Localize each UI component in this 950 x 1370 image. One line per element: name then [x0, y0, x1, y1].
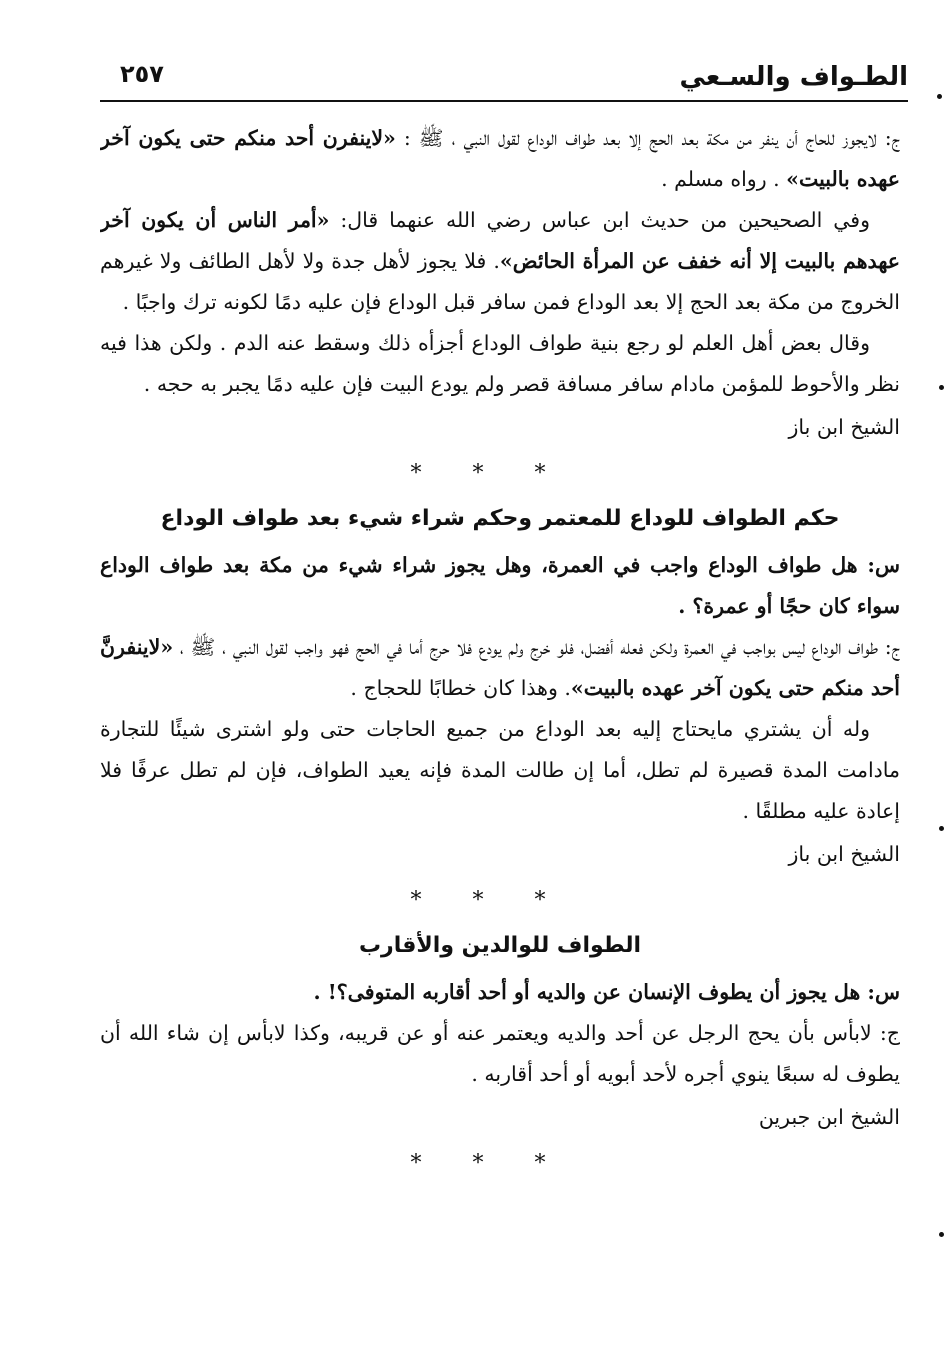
- scholar-signature: الشيخ ابن باز: [788, 842, 900, 866]
- scholar-signature: الشيخ ابن جبرين: [758, 1105, 900, 1129]
- answer-text: ج: لايجوز للحاج أن ينفر من مكة بعد الحج إلا بعد طواف الوداع لقول النبي ، ﷺ :: [395, 126, 900, 150]
- answer-text: ج: طواف الوداع ليس بواجب في العمرة ولكن فعله أفضل، فلو خرج ولم يودع فلا حرج أما في الحج فهو واجب لقول النبي ، ﷺ ،: [173, 635, 900, 659]
- hadith-quote: «لاينفرنَّ أحد منكم حتى يكون آخر عهده بالبيت»: [100, 635, 900, 700]
- body-paragraph: [100, 200, 900, 323]
- running-title: الطـواف والسـعي: [679, 62, 908, 92]
- section-heading: حكم الطواف للوداع للمعتمر وحكم شراء شيء بعد طواف الوداع: [160, 506, 840, 531]
- answer-text-end: . رواه مسلم .: [661, 167, 787, 191]
- margin-speck: [939, 826, 944, 831]
- paragraph-text: وفي الصحيحين من حديث ابن عباس رضي الله عنهما قال:: [329, 208, 870, 232]
- question-paragraph: [100, 972, 900, 1013]
- question-text: س: هل طواف الوداع واجب في العمرة، وهل يجوز شراء شيء من مكة بعد طواف الوداع سواء كان حجًا أو عمرة؟ .: [100, 553, 900, 618]
- answer-text-end: . وهذا كان خطابًا للحجاج .: [350, 676, 571, 700]
- answer-paragraph: [100, 627, 900, 709]
- section-separator: * * *: [410, 461, 568, 486]
- question-text: س: هل يجوز أن يطوف الإنسان عن والديه أو أحد أقاربه المتوفى؟! .: [313, 980, 900, 1004]
- answer-paragraph: [100, 118, 900, 200]
- section-separator: * * *: [410, 1151, 568, 1176]
- scholar-signature: الشيخ ابن باز: [788, 415, 900, 439]
- body-paragraph: وله أن يشتري مايحتاج إليه بعد الوداع من جميع الحاجات حتى ولو اشترى شيئًا للتجارة مادامت المدة قصيرة لم تطل، أما إن طالت المدة فإنه يعيد الطواف، فإن لم تطل عرفًا فلا إعادة عليه مطلقًا .: [100, 717, 900, 823]
- section-separator: * * *: [410, 888, 568, 913]
- hadith-quote: «لاينفرن أحد منكم حتى يكون آخر عهده بالبيت»: [100, 126, 900, 191]
- question-paragraph: [100, 545, 900, 627]
- margin-speck: [937, 94, 942, 99]
- page-number: ٢٥٧: [120, 60, 164, 88]
- paragraph-text-end: . فلا يجوز لأهل جدة ولا لأهل الطائف ولا غيرهم الخروج من مكة بعد الحج إلا بعد الوداع فمن سافر قبل الوداع فإن عليه دمًا لكونه ترك واجبًا .: [100, 249, 900, 314]
- answer-paragraph: ج: لابأس بأن يحج الرجل عن أحد والديه ويعتمر عنه أو عن قريبه، وكذا لابأس إن شاء الله أن يطوف له سبعًا ينوي أجره لأحد أبويه أو أحد أقاربه .: [100, 1021, 900, 1086]
- body-paragraph: وقال بعض أهل العلم لو رجع بنية طواف الوداع أجزأه ذلك وسقط عنه الدم . ولكن هذا فيه نظر والأحوط للمؤمن مادام سافر مسافة قصر ولم يودع البيت فإن عليه دمًا يجبر به حجه .: [100, 331, 900, 396]
- hadith-quote: «أمر الناس أن يكون آخر عهدهم بالبيت إلا أنه خفف عن المرأة الحائض»: [100, 208, 900, 273]
- page-body: [100, 118, 900, 1348]
- section-heading: الطواف للوالدين والأقارب: [358, 933, 642, 958]
- margin-speck: [939, 1232, 944, 1237]
- margin-speck: [939, 385, 944, 390]
- page-header: [100, 56, 908, 102]
